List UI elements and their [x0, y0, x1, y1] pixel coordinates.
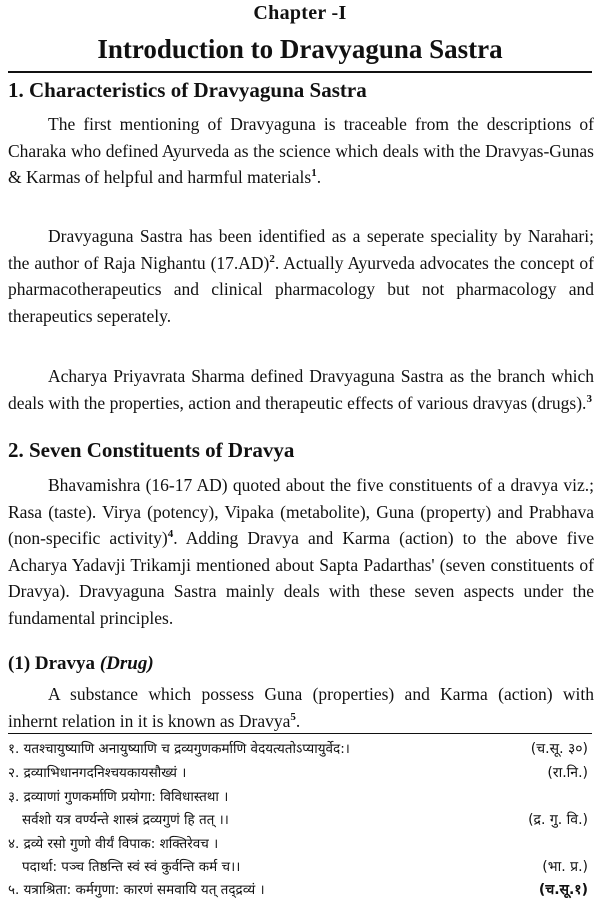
footnote-line: सर्वशो यत्र वर्ण्यन्ते शास्त्रं द्रव्यगुणं हि तत् ।। (द्र. गु. वि.) — [8, 809, 594, 831]
footnote-ref: 3 — [586, 392, 592, 405]
paragraph-text: Acharya Priyavrata Sharma defined Dravyaguna Sastra as the branch which deals with the properties, action and therapeutic effects of various dravyas (drugs). — [8, 366, 594, 413]
footnote-ref: 2 — [269, 252, 275, 265]
chapter-label: Chapter -I — [253, 2, 347, 24]
footnote-ref: 4 — [167, 528, 174, 541]
section-heading-constituents: 2. Seven Constituents of Dravya — [8, 438, 295, 462]
subheading-italic: (Drug) — [99, 653, 154, 674]
paragraph-text: . Actually Ayurveda advocates the concept of pharmacotherapeutics and clinical pharmacology but not pharmacology and therapeutics seperately. — [8, 252, 595, 326]
title-rule — [8, 71, 592, 73]
paragraph-text: The first mentioning of Dravyaguna is traceable from the descriptions of Charaka who defined Ayurveda as the science which deals with the Dravyas-Gunas & Karmas of helpful and harmful materials — [8, 114, 594, 187]
paragraph-sharma — [8, 363, 594, 416]
paragraph-narahari — [8, 223, 594, 329]
footnote-line: ५. यत्राश्रिता: कर्मगुणा: कारणं समवायि यत् तद्द्रव्यं । (च.सू.१) — [8, 879, 594, 901]
paragraph-text: Bhavamishra (16-17 AD) quoted about the five constituents of a dravya viz.; Rasa (taste). Virya (potency), Vipaka (metabolite), Guna (property) and Prabhava (non-specific activity) — [8, 475, 594, 548]
footnote-source: (द्र. गु. वि.) — [528, 812, 588, 828]
section-heading-characteristics: 1. Characteristics of Dravyaguna Sastra — [8, 78, 367, 102]
footnote-source: (रा.नि.) — [547, 765, 588, 781]
footnote-line: ४. द्रव्ये रसो गुणो वीर्यं विपाक: शक्तिरेवच । — [8, 836, 219, 852]
footnote-line: पदार्था: पञ्च तिष्ठन्ति स्वं स्वं कुर्वन्ति कर्म च।। (भा. प्र.) — [8, 856, 594, 878]
paragraph-charaka: The first mentioning of Dravyaguna is traceable from the descriptions of Charaka who defined Ayurveda as the science which deals with the Dravyas-Gunas & Karmas of helpful and harmful materials$^1$. — [8, 114, 594, 187]
paragraph-dravya: A substance which possess Guna (properties) and Karma (action) with inhernt relation in it is known as Dravya$^5$. — [8, 684, 594, 731]
footnote-source: (भा. प्र.) — [542, 859, 588, 875]
subheading-dravya: (1) Dravya (Drug) — [8, 653, 154, 674]
footnote-source: (च.सू. ३०) — [530, 741, 588, 757]
chapter-title: Introduction to Dravyaguna Sastra — [97, 34, 503, 64]
paragraph-text: A substance which possess Guna (properties) and Karma (action) with inhernt relation in it is known as Dravya — [8, 684, 594, 731]
footnote-line: ३. द्रव्याणां गुणकर्माणि प्रयोगा: विविधास्तथा । — [8, 789, 229, 805]
paragraph-text: . Adding Dravya and Karma (action) to the above five Acharya Yadavji Trikamji mentioned about Sapta Padarthas' (seven constituents of Dravya). Dravyaguna Sastra mainly deals with these seven aspects under the fundamental principles. — [8, 528, 594, 628]
footnote-rule — [8, 733, 592, 734]
footnote-source: (च.सू.१) — [538, 882, 588, 898]
footnote-ref: 1 — [311, 167, 317, 180]
footnote-ref: 5 — [290, 710, 296, 723]
paragraph-bhavamishra — [8, 472, 594, 631]
footnote-line: २. द्रव्याभिधानगदनिश्चयकायसौख्यं । (रा.नि.) — [8, 762, 594, 784]
paragraph-text: Dravyaguna Sastra has been identified as a seperate speciality by Narahari; the author of Raja Nighantu (17.AD) — [8, 226, 594, 273]
footnote-line: १. यतश्चायुष्याणि अनायुष्याणि च द्रव्यगुणकर्माणि वेदयत्यतोऽप्यायुर्वेद:। (च.सू. ३०) — [8, 738, 594, 760]
